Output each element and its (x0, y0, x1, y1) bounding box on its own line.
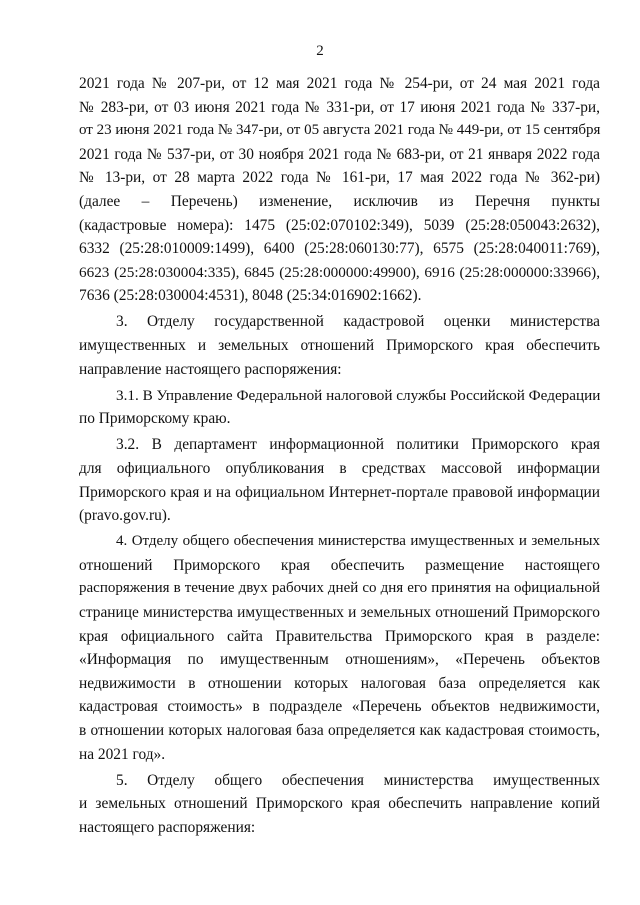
text-line: странице министерства имущественных и земельных отношений Приморского (79, 604, 600, 622)
text-line: для официального опубликования в средствах массовой информации (79, 460, 600, 477)
text-line: по Приморскому краю. (79, 410, 231, 428)
text-line: 3. Отделу государственной кадастровой оценки министерства (116, 313, 600, 331)
text-line: кадастровая стоимость» в подразделе «Перечень объектов недвижимости, (79, 698, 600, 716)
text-line: края официального сайта Правительства Приморского края в разделе: (79, 627, 600, 645)
text-line: (кадастровые номера): 1475 (25:02:070102:349), 5039 (25:28:050043:2632), (79, 216, 600, 234)
text-line: 3.2. В департамент информационной политики Приморского края (116, 436, 600, 454)
text-line: от 23 июня 2021 года № 347-ри, от 05 августа 2021 года № 449-ри, от 15 сентября (79, 122, 601, 139)
text-line: в отношении которых налоговая база определяется как кадастровая стоимость, (79, 722, 600, 740)
text-line: 6623 (25:28:030004:335), 6845 (25:28:000000:49900), 6916 (25:28:000000:33966), (79, 263, 600, 281)
text-line: 2021 года № 207-ри, от 12 мая 2021 года № 254-ри, от 24 мая 2021 года (79, 75, 600, 92)
text-line: 2021 года № 537-ри, от 30 ноября 2021 года № 683-ри, от 21 января 2022 года (79, 145, 600, 163)
paragraph-3 (79, 310, 600, 381)
text-line: (pravo.gov.ru). (79, 507, 171, 525)
text-line: № 13-ри, от 28 марта 2022 года № 161-ри, 17 мая 2022 года № 362-ри) (79, 169, 600, 187)
text-line: направление настоящего распоряжения: (79, 360, 342, 378)
paragraph-2-continuation (79, 72, 600, 308)
text-line: 6332 (25:28:010009:1499), 6400 (25:28:060130:77), 6575 (25:28:040011:769), (79, 240, 600, 258)
text-line: распоряжения в течение двух рабочих дней со дня его принятия на официальной (79, 580, 600, 597)
text-line: и земельных отношений Приморского края обеспечить направление копий (79, 795, 600, 813)
text-line: на 2021 год». (79, 745, 166, 763)
paragraph-4 (79, 530, 600, 766)
paragraph-5 (79, 769, 600, 840)
text-line: № 283-ри, от 03 июня 2021 года № 331-ри, от 17 июня 2021 года № 337-ри, (79, 98, 600, 116)
text-line: Приморского края и на официальном Интернет-портале правовой информации (79, 483, 600, 501)
text-line: «Информация по имущественным отношениям», «Перечень объектов (79, 651, 600, 669)
text-line: 4. Отделу общего обеспечения министерства имущественных и земельных (116, 533, 600, 550)
text-line: 3.1. В Управление Федеральной налоговой службы Российской Федерации (116, 386, 601, 404)
text-line: имущественных и земельных отношений Приморского края обеспечить (79, 337, 600, 355)
paragraph-3-1 (79, 384, 600, 431)
paragraph-3-2 (79, 433, 600, 527)
text-line: (далее – Перечень) изменение, исключив из Перечня пункты (79, 192, 600, 210)
text-line: недвижимости в отношении которых налоговая база определяется как (79, 674, 600, 692)
text-line: настоящего распоряжения: (79, 818, 256, 836)
text-line: 7636 (25:28:030004:4531), 8048 (25:34:016902:1662). (79, 287, 422, 305)
text-line: отношений Приморского края обеспечить размещение настоящего (79, 556, 600, 574)
page-number: 2 (316, 43, 324, 59)
text-line: 5. Отделу общего обеспечения министерства имущественных (116, 771, 600, 789)
document-body (79, 72, 600, 840)
